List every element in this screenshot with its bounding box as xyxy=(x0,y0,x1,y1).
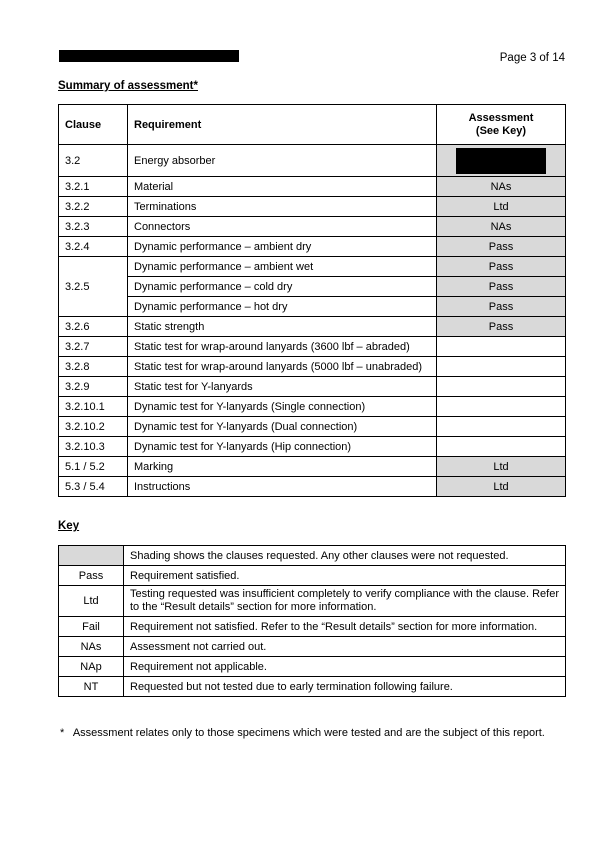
assessment-cell: Pass xyxy=(437,297,566,317)
key-description: Requirement not satisfied. Refer to the “Result details” section for more information. xyxy=(124,617,566,637)
clause-cell: 5.3 / 5.4 xyxy=(59,477,128,497)
table-row xyxy=(59,477,566,497)
table-row xyxy=(59,217,566,237)
col-assessment-line2: (See Key) xyxy=(475,124,527,137)
table-row xyxy=(59,197,566,217)
requirement-cell: Dynamic performance – ambient wet xyxy=(128,257,437,277)
key-row xyxy=(59,566,566,586)
key-description: Requirement satisfied. xyxy=(124,566,566,586)
requirement-cell: Marking xyxy=(128,457,437,477)
assessment-cell: Ltd xyxy=(437,197,566,217)
requirement-cell: Dynamic performance – hot dry xyxy=(128,297,437,317)
clause-cell: 3.2.1 xyxy=(59,177,128,197)
table-row xyxy=(59,357,566,377)
key-description: Shading shows the clauses requested. Any other clauses were not requested. xyxy=(124,546,566,566)
assessment-cell xyxy=(437,357,566,377)
key-row xyxy=(59,677,566,697)
table-row xyxy=(59,277,566,297)
table-row xyxy=(59,317,566,337)
clause-cell: 3.2.10.2 xyxy=(59,417,128,437)
assessment-cell: Pass xyxy=(437,317,566,337)
key-code: Pass xyxy=(59,566,124,586)
clause-cell: 3.2.4 xyxy=(59,237,128,257)
key-description: Requested but not tested due to early termination following failure. xyxy=(124,677,566,697)
requirement-cell: Dynamic test for Y-lanyards (Single connection) xyxy=(128,397,437,417)
table-row xyxy=(59,377,566,397)
assessment-cell xyxy=(437,437,566,457)
key-code: NT xyxy=(59,677,124,697)
key-description: Testing requested was insufficient completely to verify compliance with the clause. Refer to the “Result details” section for more information. xyxy=(124,586,566,617)
footnote-text: Assessment relates only to those specimens which were tested and are the subject of this report. xyxy=(72,727,545,739)
assessment-cell xyxy=(437,337,566,357)
clause-cell: 3.2.6 xyxy=(59,317,128,337)
table-row xyxy=(59,257,566,277)
assessment-cell: Pass xyxy=(437,277,566,297)
redacted-header-text xyxy=(59,50,239,62)
clause-cell: 3.2.2 xyxy=(59,197,128,217)
table-row xyxy=(59,417,566,437)
requirement-cell: Static strength xyxy=(128,317,437,337)
clause-cell: 3.2.7 xyxy=(59,337,128,357)
col-assessment-header xyxy=(437,105,566,145)
key-description: Requirement not applicable. xyxy=(124,657,566,677)
table-row xyxy=(59,337,566,357)
table-row xyxy=(59,145,566,177)
assessment-cell: NAs xyxy=(437,217,566,237)
key-row xyxy=(59,586,566,617)
clause-cell: 5.1 / 5.2 xyxy=(59,457,128,477)
requirement-cell: Static test for wrap-around lanyards (5000 lbf – unabraded) xyxy=(128,357,437,377)
assessment-cell: NAs xyxy=(437,177,566,197)
clause-cell: 3.2 xyxy=(59,145,128,177)
table-row xyxy=(59,177,566,197)
table-row xyxy=(59,397,566,417)
key-code-shading-swatch xyxy=(59,546,124,566)
key-code: Fail xyxy=(59,617,124,637)
key-row xyxy=(59,637,566,657)
assessment-cell: Ltd xyxy=(437,457,566,477)
requirement-cell: Material xyxy=(128,177,437,197)
assessment-cell: Pass xyxy=(437,257,566,277)
col-requirement-header: Requirement xyxy=(128,105,437,145)
key-description: Assessment not carried out. xyxy=(124,637,566,657)
table-row xyxy=(59,457,566,477)
summary-header-row xyxy=(59,105,566,145)
assessment-cell xyxy=(437,377,566,397)
assessment-cell xyxy=(437,417,566,437)
requirement-cell: Dynamic test for Y-lanyards (Dual connection) xyxy=(128,417,437,437)
table-row xyxy=(59,237,566,257)
requirement-cell: Dynamic performance – ambient dry xyxy=(128,237,437,257)
requirement-cell: Connectors xyxy=(128,217,437,237)
assessment-cell xyxy=(437,397,566,417)
key-code: NAs xyxy=(59,637,124,657)
key-title: Key xyxy=(58,520,80,532)
key-table xyxy=(58,545,566,697)
clause-cell: 3.2.8 xyxy=(59,357,128,377)
requirement-cell: Terminations xyxy=(128,197,437,217)
requirement-cell: Dynamic performance – cold dry xyxy=(128,277,437,297)
summary-table xyxy=(58,104,566,497)
redacted-assessment xyxy=(456,148,546,174)
footnote xyxy=(60,727,545,739)
page-number: Page 3 of 14 xyxy=(499,52,565,64)
footnote-marker: * xyxy=(60,727,65,739)
requirement-cell: Static test for Y-lanyards xyxy=(128,377,437,397)
requirement-cell: Energy absorber xyxy=(128,145,437,177)
col-assessment-line1: Assessment xyxy=(468,111,534,124)
key-row xyxy=(59,617,566,637)
summary-title: Summary of assessment* xyxy=(58,80,198,92)
requirement-cell: Static test for wrap-around lanyards (3600 lbf – abraded) xyxy=(128,337,437,357)
assessment-cell: Pass xyxy=(437,237,566,257)
assessment-cell xyxy=(437,145,566,177)
key-row xyxy=(59,657,566,677)
clause-cell: 3.2.9 xyxy=(59,377,128,397)
key-code: Ltd xyxy=(59,586,124,617)
clause-cell: 3.2.5 xyxy=(59,257,128,317)
requirement-cell: Instructions xyxy=(128,477,437,497)
key-code: NAp xyxy=(59,657,124,677)
requirement-cell: Dynamic test for Y-lanyards (Hip connection) xyxy=(128,437,437,457)
col-clause-header: Clause xyxy=(59,105,128,145)
table-row xyxy=(59,297,566,317)
clause-cell: 3.2.10.1 xyxy=(59,397,128,417)
table-row xyxy=(59,437,566,457)
clause-cell: 3.2.10.3 xyxy=(59,437,128,457)
assessment-cell: Ltd xyxy=(437,477,566,497)
key-row xyxy=(59,546,566,566)
clause-cell: 3.2.3 xyxy=(59,217,128,237)
